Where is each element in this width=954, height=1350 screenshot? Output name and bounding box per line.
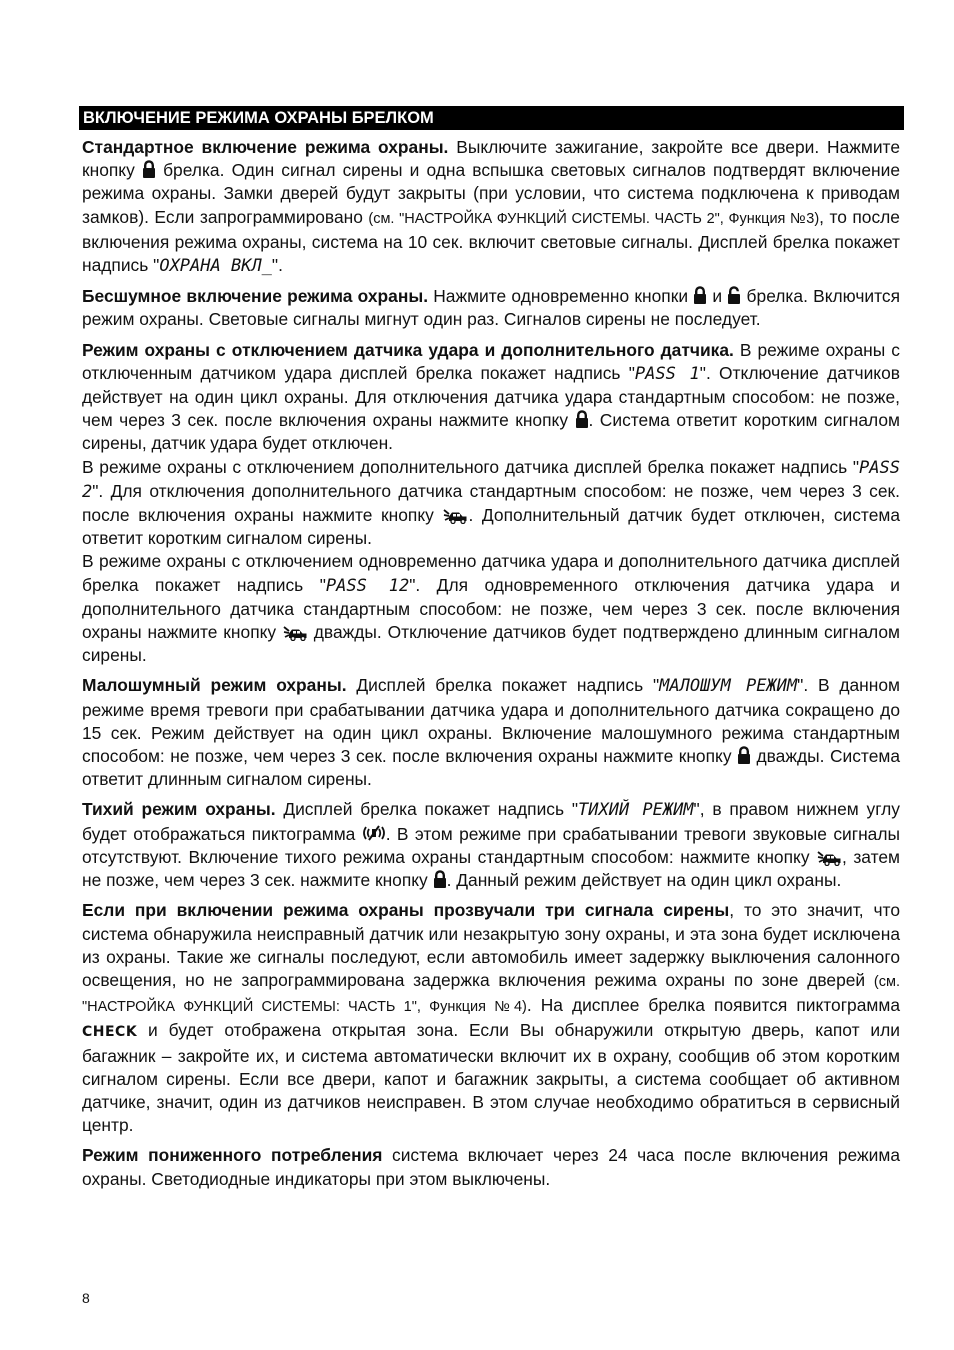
- text: брелка. Один сигнал сирены и одна вспышка световых сигналов подтвердят включение режима охраны. Замки дверей будут закрыты (при условии, что система подключена к приводам замков). Если запрограммировано: [82, 160, 900, 227]
- text: ". Для отключения дополнительного датчика стандартным способом: не позже, чем через 3 сек. после включения охраны нажмите кнопку: [82, 480, 900, 526]
- lock-icon: [693, 286, 707, 305]
- text: и будет отображена открытая зона. Если Вы обнаружили открытую дверь, капот или багажник – закройте их, и система автоматически включит их в охрану, сообщив об этом коротким сигналом сирены. Если все двери, капот и багажник закрыты, а система сообщает об активном датчике, значит, один из датчиков неисправен. В этом случае необходимо обратиться в сервисный центр.: [82, 1020, 900, 1136]
- display-text: PASS 2: [82, 457, 900, 502]
- paragraph-standard-arming: [82, 136, 900, 278]
- muted-speaker-icon: [362, 823, 386, 843]
- lock-icon: [737, 746, 751, 765]
- paragraph-title: Бесшумное включение режима охраны.: [82, 286, 429, 307]
- car-sensor-icon: [442, 507, 468, 524]
- text: , то после включения режима охраны, система на 10 сек. включит световые сигналы. Дисплей брелка покажет надпись ": [82, 206, 900, 276]
- text: ".: [271, 255, 283, 276]
- car-sensor-icon: [282, 624, 308, 641]
- paragraph-title: Режим пониженного потребления: [82, 1145, 383, 1166]
- text: ". Отключение датчиков действует на один цикл охраны. Для отключения датчика удара стандартным способом: не позже, чем через 3 сек. после включения охраны нажмите кнопку: [82, 362, 900, 431]
- paragraph-low-noise-mode: [82, 674, 900, 791]
- check-pictogram: CHECK: [82, 1024, 138, 1041]
- text: В режиме охраны с отключенным датчиком удара дисплей брелка покажет надпись ": [82, 339, 900, 383]
- paragraph-title: Если при включении режима охраны прозвучали три сигнала сирены: [82, 900, 730, 921]
- text: Дисплей брелка покажет надпись ": [346, 675, 660, 696]
- text: дважды. Отключение датчиков будет подтверждено длинным сигналом сирены.: [82, 622, 900, 666]
- paragraph-three-siren-signals: [82, 899, 900, 1137]
- settings-reference: (см. "НАСТРОЙКА ФУНКЦИЙ СИСТЕМЫ. ЧАСТЬ 2", Функция №3): [368, 210, 820, 227]
- paragraph-both-sensors-bypass: [82, 550, 900, 667]
- paragraph-silent-mode: [82, 798, 900, 892]
- text: брелка. Включится режим охраны. Световые сигналы мигнут один раз. Сигналов сирены не последует.: [82, 286, 900, 330]
- display-text: PASS 1: [634, 363, 700, 384]
- text: и: [707, 286, 728, 307]
- text: . В этом режиме при срабатывании тревоги звуковые сигналы отсутствуют. Включение тихого режима охраны стандартным способом: нажмите кнопку: [82, 823, 900, 867]
- text: Нажмите одновременно кнопки: [428, 286, 694, 307]
- paragraph-extra-sensor-bypass: [82, 456, 900, 551]
- display-text: ОХРАНА ВКЛ_: [159, 256, 272, 277]
- text: ". В данном режиме время тревоги при срабатывании датчика удара и дополнительного датчика сокращено до 15 сек. Режим действует на один цикл охраны. Включение малошумного режима стандартным способом: не позже, чем через 3 сек. после включения охраны нажмите кнопку: [82, 675, 900, 767]
- text: ", в правом нижнем углу будет отображаться пиктограмма: [82, 799, 900, 844]
- paragraph-title: Режим охраны с отключением датчика удара и дополнительного датчика.: [82, 339, 734, 360]
- text: . На дисплее брелка появится пиктограмма: [526, 995, 900, 1016]
- lock-icon: [433, 870, 447, 889]
- text: . Дополнительный датчик будет отключен, система ответит коротким сигналом сирены.: [82, 505, 900, 549]
- page-number: 8: [82, 1290, 90, 1306]
- display-text: МАЛОШУМ РЕЖИМ: [659, 676, 798, 697]
- paragraph-title: Стандартное включение режима охраны.: [82, 137, 449, 157]
- text: Дисплей брелка покажет надпись ": [275, 799, 579, 820]
- lock-icon: [142, 160, 156, 179]
- section-body: [82, 136, 900, 1198]
- paragraph-sensor-bypass: [82, 339, 900, 456]
- text: . Данный режим действует на один цикл охраны.: [446, 870, 842, 891]
- settings-reference: (см. "НАСТРОЙКА ФУНКЦИЙ СИСТЕМЫ: ЧАСТЬ 1", Функция №4): [82, 973, 900, 1016]
- car-sensor-icon: [816, 849, 842, 866]
- display-text: PASS 12: [325, 575, 410, 596]
- text: , то это значит, что система обнаружила неисправный датчик или незакрытую зону охраны, и эта зона будет исключена из охраны. Такие же сигналы последуют, если автомобиль имеет задержку выключения салонного освещения, но не запрограммирована задержка включения режима охраны по зоне дверей: [82, 900, 900, 990]
- text: , затем не позже, чем через 3 сек. нажмите кнопку: [82, 846, 900, 891]
- unlock-icon: [727, 286, 741, 305]
- text: . Система ответит коротким сигналом сирены, датчик удара будет отключен.: [82, 410, 900, 454]
- text: система включает через 24 часа после включения режима охраны. Светодиодные индикаторы при этом выключены.: [82, 1145, 900, 1189]
- text: В режиме охраны с отключением дополнительного датчика дисплей брелка покажет надпись ": [82, 456, 860, 477]
- text: В режиме охраны с отключением одновременно датчика удара и дополнительного датчика дисплей брелка покажет надпись ": [82, 551, 900, 595]
- paragraph-low-power-mode: [82, 1144, 900, 1190]
- paragraph-silent-arming: [82, 285, 900, 331]
- lock-icon: [575, 410, 589, 429]
- text: дважды. Система ответит длинным сигналом сирены.: [82, 746, 900, 790]
- paragraph-title: Малошумный режим охраны.: [82, 675, 347, 696]
- paragraph-title: Тихий режим охраны.: [82, 799, 276, 820]
- text: Выключите зажигание, закройте все двери. Нажмите кнопку: [82, 137, 900, 181]
- text: ". Для одновременного отключения датчика удара и дополнительного датчика стандартным способом: не позже, чем через 3 сек. после включения охраны нажмите кнопку: [82, 574, 900, 643]
- section-heading: ВКЛЮЧЕНИЕ РЕЖИМА ОХРАНЫ БРЕЛКОМ: [79, 106, 904, 130]
- display-text: ТИХИЙ РЕЖИМ: [578, 800, 694, 821]
